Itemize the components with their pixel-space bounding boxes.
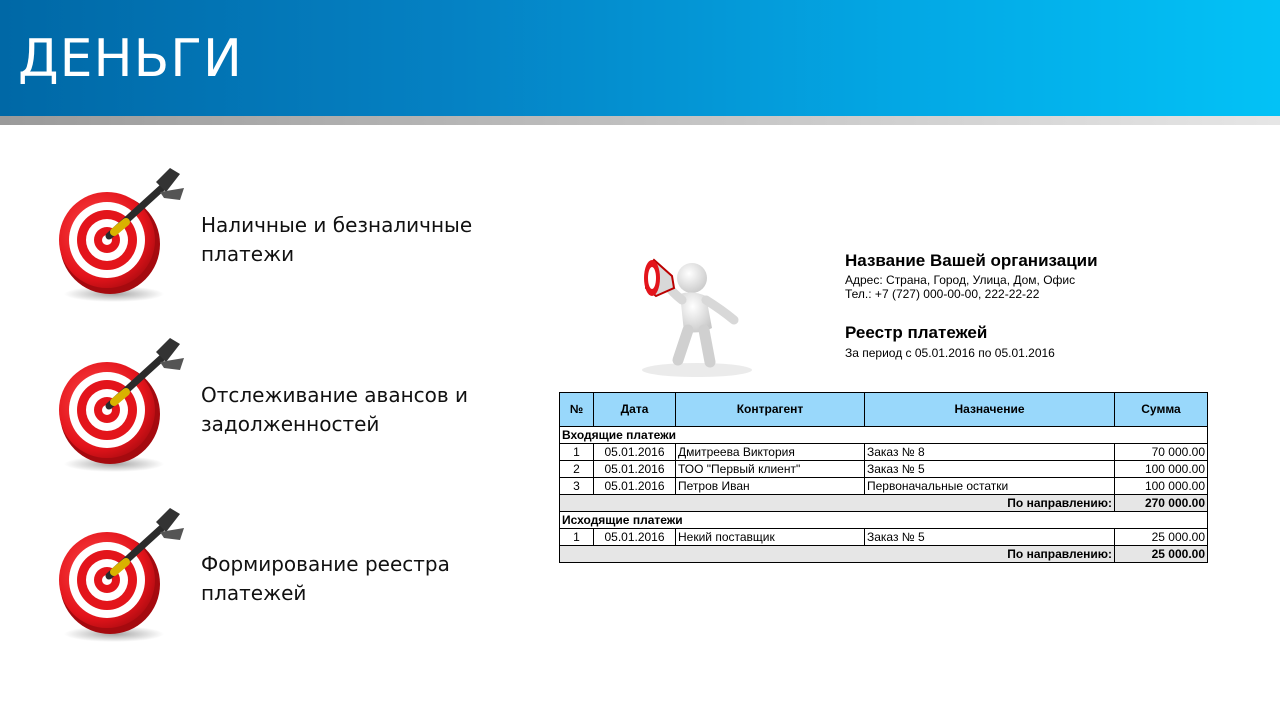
header-stripe <box>0 116 1280 125</box>
cell-date: 05.01.2016 <box>594 461 676 478</box>
cell-sum: 100 000.00 <box>1115 478 1208 495</box>
org-phone: Тел.: +7 (727) 000-00-00, 222-22-22 <box>845 287 1040 301</box>
cell-number: 2 <box>560 461 594 478</box>
registry-period: За период с 05.01.2016 по 05.01.2016 <box>845 346 1055 360</box>
cell-sum: 100 000.00 <box>1115 461 1208 478</box>
cell-number: 1 <box>560 529 594 546</box>
cell-number: 1 <box>560 444 594 461</box>
cell-party: Дмитреева Виктория <box>676 444 865 461</box>
column-header: Назначение <box>865 393 1115 427</box>
bullet-line: платежи <box>201 242 295 266</box>
bullet-advances <box>201 381 521 439</box>
bullet-registry <box>201 550 521 608</box>
cell-sum: 70 000.00 <box>1115 444 1208 461</box>
org-name: Название Вашей организации <box>845 251 1098 270</box>
group-label: Входящие платежи <box>560 427 1208 444</box>
org-address: Адрес: Страна, Город, Улица, Дом, Офис <box>845 273 1076 287</box>
cell-date: 05.01.2016 <box>594 444 676 461</box>
table-row <box>560 461 1208 478</box>
bullet-line: Формирование реестра <box>201 552 450 576</box>
column-header: № <box>560 393 594 427</box>
cell-purpose: Заказ № 8 <box>865 444 1115 461</box>
table-row <box>560 444 1208 461</box>
cell-party: Некий поставщик <box>676 529 865 546</box>
subtotal-row-outgoing <box>560 546 1208 563</box>
bullet-line: Наличные и безналичные <box>201 213 473 237</box>
bullet-cash-payments <box>201 211 521 269</box>
subtotal-label: По направлению: <box>560 495 1115 512</box>
cell-date: 05.01.2016 <box>594 529 676 546</box>
subtotal-row-incoming <box>560 495 1208 512</box>
cell-party: Петров Иван <box>676 478 865 495</box>
payments-table <box>559 392 1208 563</box>
table-row <box>560 478 1208 495</box>
target-icon <box>52 166 192 306</box>
registry-title: Реестр платежей <box>845 323 988 342</box>
target-icon <box>52 336 192 476</box>
target-icon <box>52 506 192 646</box>
subtotal-label: По направлению: <box>560 546 1115 563</box>
table-row <box>560 529 1208 546</box>
group-row-outgoing <box>560 512 1208 529</box>
bullet-line: платежей <box>201 581 307 605</box>
cell-number: 3 <box>560 478 594 495</box>
column-header: Дата <box>594 393 676 427</box>
bullet-line: задолженностей <box>201 412 380 436</box>
subtotal-value: 25 000.00 <box>1115 546 1208 563</box>
slide-title: ДЕНЬГИ <box>18 29 243 89</box>
table-header-row <box>560 393 1208 427</box>
cell-purpose: Заказ № 5 <box>865 529 1115 546</box>
cell-date: 05.01.2016 <box>594 478 676 495</box>
bullet-line: Отслеживание авансов и <box>201 383 469 407</box>
megaphone-person-icon <box>622 248 762 378</box>
group-label: Исходящие платежи <box>560 512 1208 529</box>
column-header: Контрагент <box>676 393 865 427</box>
cell-purpose: Первоначальные остатки <box>865 478 1115 495</box>
column-header: Сумма <box>1115 393 1208 427</box>
cell-purpose: Заказ № 5 <box>865 461 1115 478</box>
group-row-incoming <box>560 427 1208 444</box>
cell-sum: 25 000.00 <box>1115 529 1208 546</box>
cell-party: ТОО "Первый клиент" <box>676 461 865 478</box>
subtotal-value: 270 000.00 <box>1115 495 1208 512</box>
